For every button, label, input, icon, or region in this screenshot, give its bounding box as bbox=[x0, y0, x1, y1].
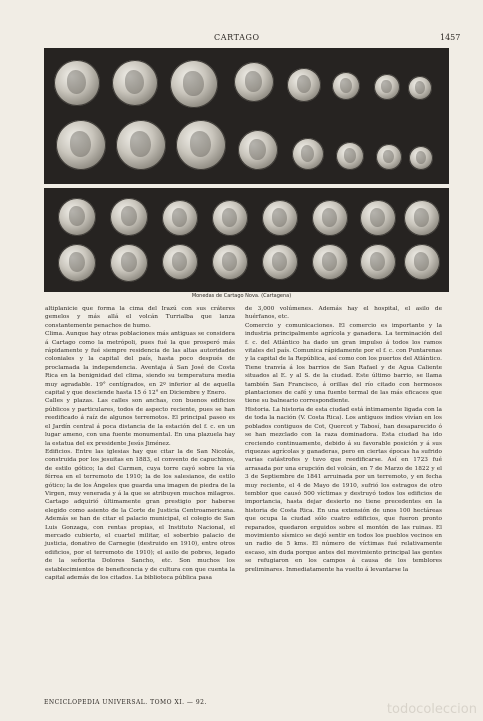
coin-image bbox=[404, 244, 440, 280]
coin-image bbox=[112, 60, 158, 106]
coin-image bbox=[408, 76, 432, 100]
coin-image bbox=[170, 60, 218, 108]
coin-image bbox=[360, 244, 396, 280]
coin-image bbox=[212, 244, 248, 280]
coin-image bbox=[287, 68, 321, 102]
right-text-column bbox=[245, 305, 442, 574]
coin-image bbox=[376, 144, 402, 170]
coin-photo-plate bbox=[44, 48, 449, 292]
coin-image bbox=[58, 244, 96, 282]
paragraph: Clima. Aunque hay otras poblaciones más antiguas se considera á Cartago como la metrópoli, pues fué la que prosperó más rápidamente y fué siempre residencia de las altas autoridades coloniales y la capital del país, hasta poco después de proclamada la independencia. Aventaja á San José de Costa Rica en la benignidad del clima, siendo su temperatura media muy agradable. 19° centígrados, en 2º inferior al de aquella capital y que desciende hasta 15 ó 12° en Diciembre y Enero. bbox=[45, 331, 235, 397]
coin-image bbox=[262, 244, 298, 280]
coin-image bbox=[312, 244, 348, 280]
paragraph: Edificios. Entre las iglesias hay que citar la de San Nicolás, construida por los jesuitas en 1883, el convento de capuchinos, de estilo gótico; la del Carmen, cuya torre cayó sobre la vía férrea en el terremoto de 1910; la de los salesianos, de estilo gótico; la de los Ángeles que guarda una imagen de piedra de la Virgen, muy venerada y á la que se atribuyen muchos milagros. Cartago adquirió últimamente gran prestigio por haberse elegido como asiento de la Corte de Justicia Centroamericana. Además se han de citar el palacio municipal, el colegio de San Luis Gonzaga, con rentas propias, el Instituto Nacional, el mercado cubierto, el cuartel militar, el soberbio palacio de justicia, donativo de Carnegie (destruido en 1910), entre otros edificios, por el terremoto de 1910); el asilo de pobres, legado de la señorita Dolores Sancho, etc. Son muchos los establecimientos de beneficencia y de cultura con que cuenta la capital además de los citados. La biblioteca pública pasa bbox=[45, 448, 235, 581]
coin-image bbox=[110, 198, 148, 236]
watermark: todocoleccion bbox=[386, 702, 477, 717]
coin-image bbox=[312, 200, 348, 236]
coin-image bbox=[336, 142, 364, 170]
coin-image bbox=[162, 200, 198, 236]
coin-image bbox=[110, 244, 148, 282]
coin-image bbox=[262, 200, 298, 236]
coin-image bbox=[116, 120, 166, 170]
paragraph: Calles y plazas. Las calles son anchas, con buenos edificios públicos y particulares, todos de aspecto reciente, pues se han reedificado á raíz de algunos terremotos. El principal paseo es el Jardín central á poca distancia de la estación del f. c. en un lugar ameno, con una fuente monumental. En una plazuela hay la estatua del ex presidente Jesús Jiménez. bbox=[45, 398, 235, 447]
coin-image bbox=[292, 138, 324, 170]
footer-volume-line: ENCICLOPEDIA UNIVERSAL. TOMO XI. — 92. bbox=[44, 699, 207, 706]
coin-image bbox=[58, 198, 96, 236]
running-head-title: CARTAGO bbox=[214, 33, 260, 42]
coin-image bbox=[360, 200, 396, 236]
figure-caption: Monedas de Cartago Nova. (Cartagena) bbox=[191, 293, 292, 299]
coin-image bbox=[162, 244, 198, 280]
coin-image bbox=[409, 146, 433, 170]
left-text-column bbox=[45, 305, 235, 582]
coin-image bbox=[234, 62, 274, 102]
coin-image bbox=[332, 72, 360, 100]
paragraph: Comercio y comunicaciones. El comercio es importante y la industria principalmente agrícola y ganadera. La terminación del f. c. del Atlántico ha dado un gran impulso á todos los ramos vitales del país. Comunica rápidamente por el f. c. con Puntarenas y la capital de la República, así como con los puertos del Atlántico. Tiene tranvía á los barrios de San Rafael y de Agua Caliente situados al E. y al S. de la ciudad. Este último barrio, se llama también San Francisco, á orillas del río citado con hermosos plantaciones de café y una fuente termal de las más eficaces que tiene su balneario correspondiente. bbox=[245, 322, 442, 405]
coin-image bbox=[374, 74, 400, 100]
paragraph: altiplanicie que forma la cima del Irazú con sus cráteres gemelos y más allá el volcán Turrialba que lanza constantemente penachos de humo. bbox=[45, 306, 235, 329]
coin-image bbox=[176, 120, 226, 170]
coin-image bbox=[404, 200, 440, 236]
paragraph: de 3,000 volúmenes. Además hay el hospital, el asilo de huérfanos, etc. bbox=[245, 306, 442, 321]
page-number: 1457 bbox=[440, 33, 461, 42]
coin-image bbox=[54, 60, 100, 106]
coin-image bbox=[56, 120, 106, 170]
coin-image bbox=[212, 200, 248, 236]
coin-image bbox=[238, 130, 278, 170]
paragraph: Historia. La historia de esta ciudad está íntimamente ligada con la de toda la nación (V. Costa Rica). Los antiguos indios vivían en los poblados contiguos de Cot, Quercot y Tabosí, han desaparecido ó se han mezclado con la raza dominadora. Esta ciudad ha ido creciendo continuamente, debido á su favorable posición y á sus riquezas agrícolas y ganaderas, pero en ciertas épocas ha sufrido varias catástrofes y tuvo que reedificarse. Así en 1723 fué arrasada por una erupción del volcán, en 7 de Marzo de 1822 y el 3 de Septiembre de 1841 arruinada por un terremoto, y en fecha muy reciente, el 4 de Mayo de 1910, sufrió los estragos de otro temblor que causó 500 víctimas y destruyó todos los edificios de importancia, hasta dejar desierto no tiene precedentes en la historia de Costa Rica. En una extensión de unos 100 hectáreas que ocupa la ciudad sólo cuatro edificios, que fueron pronto reparados, quedaron erguidos sobre el montón de las ruinas. El movimiento sísmico se dejó sentir en todos los pueblos vecinos en un radio de 5 kms. El número de víctimas fué relativamente escaso, sin duda porque antes del movimiento principal las gentes se refugiaron en los campos á causa de los temblores preliminares. Inmediatamente ha vuelto á levantarse la bbox=[245, 406, 442, 573]
plate-divider bbox=[44, 184, 449, 188]
